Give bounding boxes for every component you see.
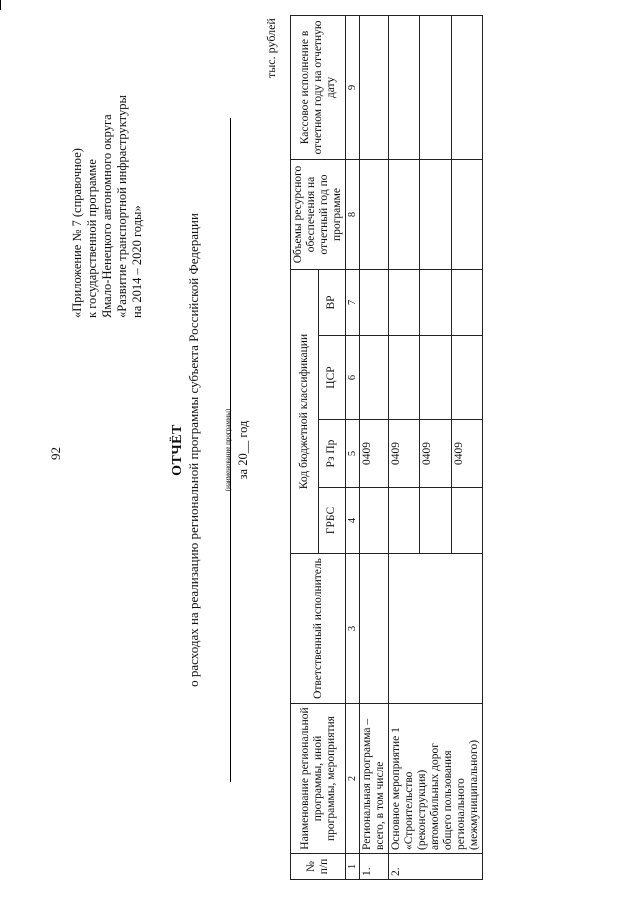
row-rzpr: 0409 <box>389 420 420 488</box>
units-label: тыс. рублей <box>264 18 278 78</box>
row-vr <box>389 269 420 335</box>
row-cash <box>451 15 482 159</box>
row-executor <box>389 554 483 704</box>
appendix-line: Ямало-Ненецкого автономного округа <box>100 114 114 318</box>
row-csr <box>360 336 389 420</box>
col-number: 3 <box>346 554 360 704</box>
row-volume <box>389 159 420 269</box>
col-number: 5 <box>346 420 360 488</box>
appendix-note <box>70 18 145 318</box>
col-number: 7 <box>346 269 360 335</box>
row-csr <box>420 336 451 420</box>
row-grbs <box>420 488 451 554</box>
col-number: 6 <box>346 336 360 420</box>
row-executor <box>360 554 389 704</box>
header-executor: Ответственный исполнитель <box>291 554 346 704</box>
scan-edge-line <box>0 0 31 10</box>
appendix-line: на 2014 – 2020 годы» <box>130 205 144 318</box>
col-number: 2 <box>346 704 360 854</box>
report-title: ОТЧЁТ <box>170 424 185 476</box>
table-row <box>360 15 389 879</box>
row-volume <box>420 159 451 269</box>
header-csr: ЦСР <box>318 336 346 420</box>
header-cash: Кассовое исполнение в отчетном году на отчетную дату <box>291 15 346 159</box>
col-number: 4 <box>346 488 360 554</box>
row-name: Региональная программа – всего, в том числе <box>360 704 389 854</box>
header-no: № п/п <box>291 854 346 880</box>
header-budget-code: Код бюджетной классификации <box>291 269 319 553</box>
row-grbs <box>360 488 389 554</box>
header-name: Наименование региональной программы, иной программы, мероприятия <box>291 704 346 854</box>
row-csr <box>389 336 420 420</box>
row-rzpr: 0409 <box>420 420 451 488</box>
header-vr: ВР <box>318 269 346 335</box>
row-name: Основное мероприятие 1 «Строительство (реконструкция) автомобильных дорог общего пользования регионального (межмуниципального) <box>389 704 483 854</box>
row-cash <box>389 15 420 159</box>
col-number: 8 <box>346 159 360 269</box>
appendix-line: к государственной программе <box>85 159 99 318</box>
row-grbs <box>451 488 482 554</box>
header-rzpr: Рз Пр <box>318 420 346 488</box>
row-csr <box>451 336 482 420</box>
row-rzpr: 0409 <box>451 420 482 488</box>
row-volume <box>451 159 482 269</box>
expenses-table <box>290 15 483 880</box>
row-number: 1. <box>360 854 389 880</box>
header-grbs: ГРБС <box>318 488 346 554</box>
page-number: 92 <box>48 447 63 460</box>
row-volume <box>360 159 389 269</box>
appendix-line: «Приложение № 7 (справочное) <box>70 148 84 318</box>
row-cash <box>360 15 389 159</box>
report-subtitle: о расходах на реализацию региональной программы субъекта Российской Федерации <box>186 213 201 687</box>
row-grbs <box>389 488 420 554</box>
appendix-line: «Развитие транспортной инфраструктуры <box>115 95 129 318</box>
program-name-caption: (наименование программы) <box>224 408 232 492</box>
row-vr <box>451 269 482 335</box>
header-volume: Объемы ресурсного обеспечения на отчетный год по программе <box>291 159 346 269</box>
row-vr <box>420 269 451 335</box>
row-rzpr: 0409 <box>360 420 389 488</box>
col-number: 1 <box>346 854 360 880</box>
col-number: 9 <box>346 15 360 159</box>
row-vr <box>360 269 389 335</box>
row-number: 2. <box>389 854 483 880</box>
row-cash <box>420 15 451 159</box>
report-period: за 20__ год <box>236 420 250 480</box>
table-row <box>389 15 420 879</box>
